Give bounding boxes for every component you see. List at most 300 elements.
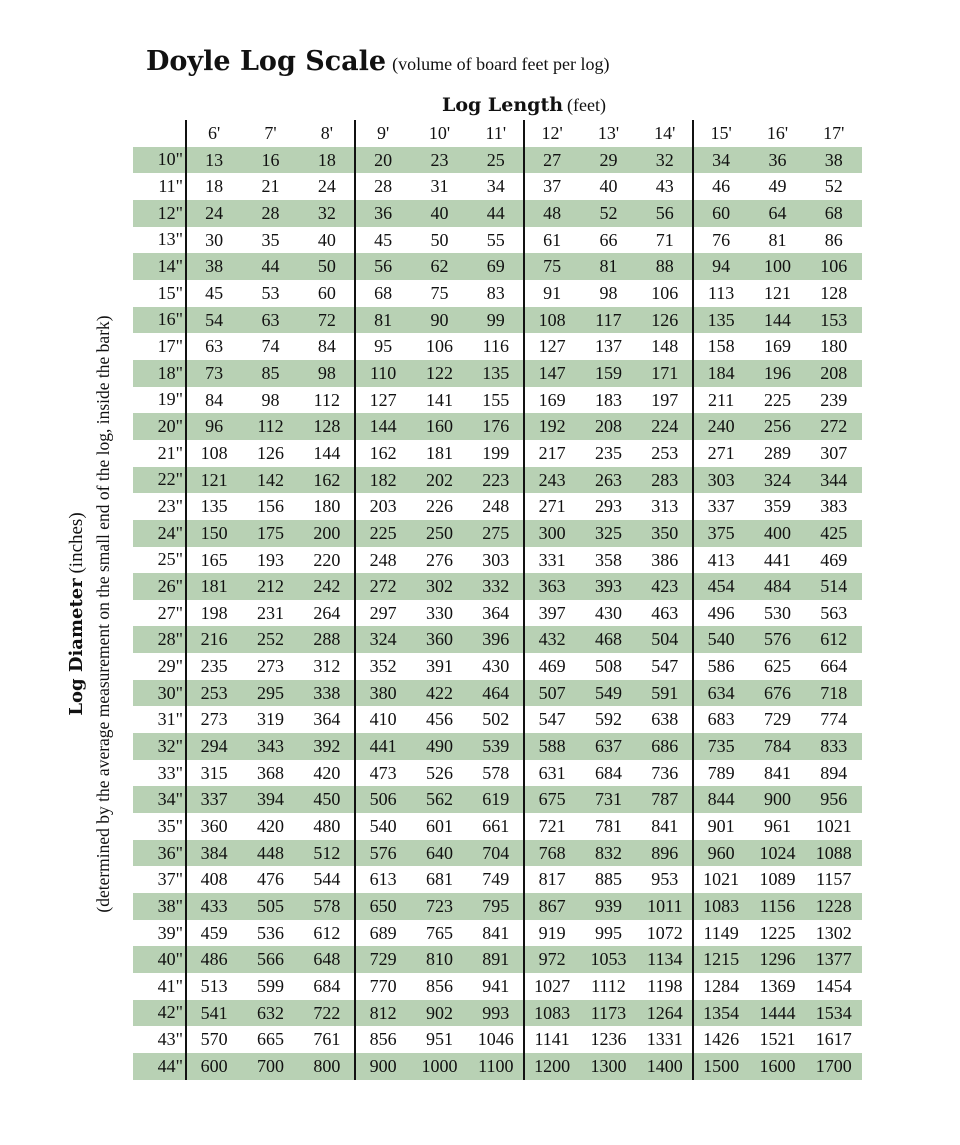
table-cell: 540: [369, 816, 397, 837]
table-cell: 231: [256, 602, 284, 623]
table-row: [133, 760, 862, 787]
table-cell: 52: [599, 202, 618, 223]
table-cell: 88: [655, 256, 674, 277]
table-cell: 423: [651, 576, 679, 597]
table-cell: 394: [256, 789, 284, 810]
table-cell: 800: [313, 1055, 341, 1076]
table-row: [133, 333, 862, 360]
table-cell: 540: [707, 629, 735, 650]
table-cell: 1617: [815, 1029, 852, 1050]
table-cell: 180: [820, 336, 848, 357]
table-cell: 150: [200, 522, 228, 543]
table-cell: 1011: [647, 896, 683, 917]
table-cell: 142: [256, 469, 284, 490]
table-cell: 108: [200, 442, 228, 463]
table-cell: 28: [374, 176, 393, 197]
table-cell: 135: [482, 362, 510, 383]
table-cell: 684: [313, 976, 341, 996]
table-cell: 40: [317, 229, 336, 250]
row-header: 20": [157, 416, 183, 437]
table-cell: 99: [486, 309, 505, 330]
table-cell: 52: [824, 176, 843, 197]
row-header: 38": [157, 895, 183, 916]
table-cell: 32: [317, 202, 336, 223]
table-cell: 273: [256, 656, 284, 677]
table-cell: 1377: [815, 949, 852, 970]
table-cell: 50: [430, 229, 449, 250]
table-cell: 198: [200, 602, 228, 623]
table-cell: 637: [594, 736, 622, 757]
table-row: [133, 733, 862, 760]
table-header-row: [133, 120, 862, 147]
table-cell: 106: [820, 256, 848, 277]
table-cell: 514: [820, 576, 848, 597]
table-cell: 30: [205, 229, 224, 250]
table-cell: 784: [763, 736, 791, 757]
table-cell: 383: [820, 496, 848, 517]
table-cell: 422: [425, 682, 453, 703]
table-cell: 38: [205, 256, 224, 277]
table-cell: 391: [425, 656, 453, 677]
table-cell: 380: [369, 682, 397, 703]
table-cell: 396: [482, 629, 510, 650]
table-cell: 271: [538, 496, 566, 517]
table-cell: 1454: [815, 976, 852, 996]
table-cell: 243: [538, 469, 566, 490]
table-cell: 468: [594, 629, 622, 650]
table-cell: 1072: [646, 922, 683, 943]
table-cell: 200: [313, 522, 341, 543]
table-cell: 723: [425, 896, 453, 917]
table-cell: 75: [543, 256, 562, 277]
table-cell: 675: [538, 789, 566, 810]
table-rule-group2: [523, 120, 525, 1080]
table-cell: 632: [256, 1002, 284, 1023]
table-cell: 343: [256, 736, 284, 757]
table-cell: 212: [256, 576, 284, 597]
table-cell: 781: [594, 816, 622, 837]
table-cell: 144: [313, 442, 341, 463]
table-cell: 40: [599, 176, 618, 197]
table-cell: 1225: [759, 922, 796, 943]
table-cell: 165: [200, 549, 228, 570]
row-header: 28": [157, 629, 183, 650]
table-cell: 856: [369, 1029, 397, 1050]
table-cell: 160: [425, 416, 453, 437]
table-cell: 66: [599, 229, 618, 250]
row-header: 43": [157, 1029, 183, 1050]
table-cell: 32: [655, 149, 674, 170]
table-cell: 242: [313, 576, 341, 597]
table-cell: 34: [712, 149, 731, 170]
table-cell: 841: [763, 762, 791, 783]
table-cell: 263: [594, 469, 622, 490]
table-cell: 144: [763, 309, 791, 330]
table-row: [133, 893, 862, 920]
table-cell: 54: [205, 309, 224, 330]
table-cell: 73: [205, 362, 224, 383]
table-cell: 235: [200, 656, 228, 677]
table-cell: 100: [763, 256, 791, 277]
table-cell: 960: [707, 842, 735, 863]
table-cell: 162: [369, 442, 397, 463]
table-cell: 539: [482, 736, 510, 757]
table-cell: 272: [820, 416, 848, 437]
table-cell: 46: [712, 176, 731, 197]
table-cell: 128: [313, 416, 341, 437]
table-cell: 94: [712, 256, 731, 277]
table-cell: 896: [651, 842, 679, 863]
table-cell: 392: [313, 736, 341, 757]
row-header: 34": [157, 789, 183, 810]
table-cell: 1354: [703, 1002, 740, 1023]
table-cell: 108: [538, 309, 566, 330]
table-cell: 1083: [534, 1002, 571, 1023]
table-cell: 43: [655, 176, 674, 197]
table-cell: 112: [257, 416, 284, 437]
table-cell: 512: [313, 842, 341, 863]
table-cell: 1215: [703, 949, 740, 970]
row-header: 14": [157, 256, 183, 277]
table-cell: 24: [205, 202, 224, 223]
table-cell: 25: [486, 149, 505, 170]
table-cell: 502: [482, 709, 510, 730]
table-cell: 1331: [646, 1029, 683, 1050]
table-cell: 197: [651, 389, 679, 410]
table-rule-rowheader: [185, 120, 187, 1080]
row-header: 33": [157, 762, 183, 783]
table-cell: 894: [820, 762, 848, 783]
row-header: 35": [157, 815, 183, 836]
table-cell: 1369: [759, 976, 796, 996]
table-cell: 155: [482, 389, 510, 410]
table-cell: 159: [594, 362, 622, 383]
table-cell: 1521: [759, 1029, 796, 1050]
table-cell: 1000: [421, 1055, 458, 1076]
table-cell: 81: [599, 256, 618, 277]
table-cell: 631: [538, 762, 566, 783]
table-cell: 665: [256, 1029, 284, 1050]
table-cell: 549: [594, 682, 622, 703]
table-cell: 676: [763, 682, 791, 703]
table-cell: 810: [425, 949, 453, 970]
table-cell: 441: [369, 736, 397, 757]
table-cell: 1500: [703, 1055, 740, 1076]
table-cell: 60: [712, 202, 731, 223]
table-cell: 441: [763, 549, 791, 570]
table-cell: 248: [482, 496, 510, 517]
table-cell: 505: [256, 896, 284, 917]
table-cell: 44: [261, 256, 280, 277]
table-cell: 681: [425, 869, 453, 890]
table-cell: 1021: [815, 816, 852, 837]
table-cell: 1046: [477, 1029, 514, 1050]
row-header: 25": [157, 549, 183, 570]
table-rule-group1: [354, 120, 356, 1080]
table-cell: 729: [369, 949, 397, 970]
table-cell: 181: [200, 576, 228, 597]
table-cell: 722: [313, 1002, 341, 1023]
table-cell: 1157: [816, 869, 852, 890]
table-cell: 480: [313, 816, 341, 837]
table-cell: 430: [482, 656, 510, 677]
table-cell: 127: [538, 336, 566, 357]
table-cell: 45: [374, 229, 393, 250]
table-cell: 486: [200, 949, 228, 970]
column-header: 11': [485, 123, 507, 143]
row-header: 24": [157, 522, 183, 543]
table-cell: 490: [425, 736, 453, 757]
table-cell: 203: [369, 496, 397, 517]
row-header: 41": [157, 975, 183, 996]
table-cell: 650: [369, 896, 397, 917]
row-header: 12": [157, 202, 183, 223]
table-row: [133, 227, 862, 254]
table-row: [133, 467, 862, 494]
table-cell: 856: [425, 976, 453, 996]
table-cell: 599: [256, 976, 284, 996]
row-header: 32": [157, 735, 183, 756]
table-cell: 1083: [703, 896, 740, 917]
row-header: 21": [157, 442, 183, 463]
table-cell: 34: [486, 176, 505, 197]
table-cell: 106: [651, 282, 679, 303]
table-cell: 183: [594, 389, 622, 410]
table-cell: 196: [763, 362, 791, 383]
row-header: 29": [157, 655, 183, 676]
table-cell: 507: [538, 682, 566, 703]
table-cell: 56: [655, 202, 674, 223]
table-cell: 182: [369, 469, 397, 490]
table-cell: 169: [763, 336, 791, 357]
table-cell: 176: [482, 416, 510, 437]
table-cell: 1600: [759, 1055, 796, 1076]
title-main: Doyle Log Scale: [146, 46, 387, 77]
table-cell: 307: [820, 442, 848, 463]
row-header: 19": [157, 389, 183, 410]
table-cell: 456: [425, 709, 453, 730]
table-cell: 841: [651, 816, 679, 837]
table-cell: 27: [543, 149, 562, 170]
table-cell: 902: [425, 1002, 453, 1023]
table-row: [133, 786, 862, 813]
column-header: 15': [710, 123, 732, 143]
row-header: 17": [157, 336, 183, 357]
table-cell: 350: [651, 522, 679, 543]
column-header: 8': [320, 123, 333, 143]
table-cell: 496: [707, 602, 735, 623]
table-cell: 117: [595, 309, 622, 330]
table-cell: 313: [651, 496, 679, 517]
table-cell: 664: [820, 656, 848, 677]
table-cell: 640: [425, 842, 453, 863]
table-cell: 319: [256, 709, 284, 730]
table-cell: 175: [256, 522, 284, 543]
table-cell: 18: [317, 149, 336, 170]
table-cell: 169: [538, 389, 566, 410]
row-header: 44": [157, 1055, 183, 1076]
table-cell: 570: [200, 1029, 228, 1050]
table-cell: 116: [482, 336, 509, 357]
table-cell: 21: [261, 176, 280, 197]
row-header: 10": [157, 149, 183, 170]
table-cell: 704: [482, 842, 510, 863]
table-cell: 661: [482, 816, 510, 837]
table-cell: 425: [820, 522, 848, 543]
table-cell: 768: [538, 842, 566, 863]
table-cell: 156: [256, 496, 284, 517]
table-cell: 272: [369, 576, 397, 597]
column-header: 17': [823, 123, 845, 143]
table-cell: 547: [538, 709, 566, 730]
table-cell: 1700: [815, 1055, 852, 1076]
table-cell: 98: [317, 362, 336, 383]
table-cell: 28: [261, 202, 280, 223]
table-cell: 729: [763, 709, 791, 730]
table-cell: 1089: [759, 869, 796, 890]
table-cell: 430: [594, 602, 622, 623]
table-cell: 71: [655, 229, 674, 250]
table-cell: 225: [763, 389, 791, 410]
table-row: [133, 840, 862, 867]
table-cell: 330: [425, 602, 453, 623]
table-cell: 448: [256, 842, 284, 863]
table-cell: 303: [707, 469, 735, 490]
table-cell: 37: [543, 176, 562, 197]
table-cell: 410: [369, 709, 397, 730]
table-cell: 1200: [534, 1055, 571, 1076]
table-cell: 1296: [759, 949, 796, 970]
table-cell: 352: [369, 656, 397, 677]
table-cell: 288: [313, 629, 341, 650]
table-cell: 294: [200, 736, 228, 757]
column-axis-title-main: Log Length: [441, 94, 564, 116]
table-cell: 162: [313, 469, 341, 490]
table-cell: 45: [205, 282, 224, 303]
table-row: [133, 307, 862, 334]
table-cell: 220: [313, 549, 341, 570]
table-cell: 127: [369, 389, 397, 410]
table-cell: 612: [313, 922, 341, 943]
table-cell: 85: [261, 362, 280, 383]
table-cell: 324: [763, 469, 791, 490]
table-row: [133, 1053, 862, 1080]
row-header: 37": [157, 869, 183, 890]
column-header: 10': [428, 123, 451, 143]
table-cell: 789: [707, 762, 735, 783]
table-row: [133, 147, 862, 174]
table-cell: 49: [768, 176, 787, 197]
table-cell: 44: [486, 202, 505, 223]
table-cell: 956: [820, 789, 848, 810]
table-cell: 283: [651, 469, 679, 490]
table-cell: 591: [651, 682, 679, 703]
table-cell: 601: [425, 816, 453, 837]
table-cell: 360: [200, 816, 228, 837]
table-cell: 224: [651, 416, 679, 437]
table-cell: 578: [313, 896, 341, 917]
table-cell: 638: [651, 709, 679, 730]
table-cell: 75: [430, 282, 449, 303]
table-row: [133, 200, 862, 227]
table-cell: 459: [200, 922, 228, 943]
table-cell: 76: [712, 229, 731, 250]
table-cell: 901: [707, 816, 735, 837]
table-cell: 122: [425, 362, 453, 383]
row-header: 40": [157, 949, 183, 970]
table-cell: 513: [200, 976, 228, 996]
table-cell: 787: [651, 789, 679, 810]
table-cell: 96: [205, 416, 224, 437]
table-cell: 16: [261, 149, 280, 170]
row-axis-title-main: Log Diameter: [66, 578, 87, 716]
table-cell: 504: [651, 629, 679, 650]
table-cell: 106: [425, 336, 453, 357]
table-row: [133, 680, 862, 707]
table-cell: 359: [763, 496, 791, 517]
table-row: [133, 866, 862, 893]
table-cell: 126: [256, 442, 284, 463]
table-cell: 192: [538, 416, 566, 437]
table-cell: 137: [594, 336, 622, 357]
row-header: 42": [157, 1002, 183, 1023]
table-cell: 432: [538, 629, 566, 650]
table-cell: 1112: [591, 976, 626, 996]
table-cell: 256: [763, 416, 791, 437]
table-cell: 363: [538, 576, 566, 597]
table-cell: 885: [594, 869, 622, 890]
table-cell: 544: [313, 869, 341, 890]
table-cell: 312: [313, 656, 341, 677]
table-cell: 208: [820, 362, 848, 383]
table-cell: 62: [430, 256, 449, 277]
table-cell: 900: [763, 789, 791, 810]
table-row: [133, 600, 862, 627]
table-cell: 1426: [703, 1029, 740, 1050]
table-cell: 135: [707, 309, 735, 330]
table-row: [133, 173, 862, 200]
table-cell: 774: [820, 709, 848, 730]
table-cell: 126: [651, 309, 679, 330]
table-cell: 634: [707, 682, 735, 703]
table-cell: 181: [425, 442, 453, 463]
table-cell: 98: [261, 389, 280, 410]
table-cell: 900: [369, 1055, 397, 1076]
table-cell: 588: [538, 736, 566, 757]
table-cell: 1134: [647, 949, 683, 970]
table-cell: 56: [374, 256, 393, 277]
table-cell: 95: [374, 336, 393, 357]
table-cell: 252: [256, 629, 284, 650]
table-cell: 563: [820, 602, 848, 623]
table-cell: 144: [369, 416, 397, 437]
table-cell: 812: [369, 1002, 397, 1023]
table-row: [133, 253, 862, 280]
table-cell: 35: [261, 229, 280, 250]
table-cell: 576: [763, 629, 791, 650]
table-cell: 1284: [703, 976, 740, 996]
table-cell: 1100: [478, 1055, 514, 1076]
table-row: [133, 973, 862, 1000]
row-header: 31": [157, 709, 183, 730]
table-cell: 841: [482, 922, 510, 943]
table-cell: 264: [313, 602, 341, 623]
table-cell: 293: [594, 496, 622, 517]
table-cell: 473: [369, 762, 397, 783]
row-header: 18": [157, 362, 183, 383]
table-rule-group3: [692, 120, 694, 1080]
table-cell: 211: [707, 389, 735, 410]
